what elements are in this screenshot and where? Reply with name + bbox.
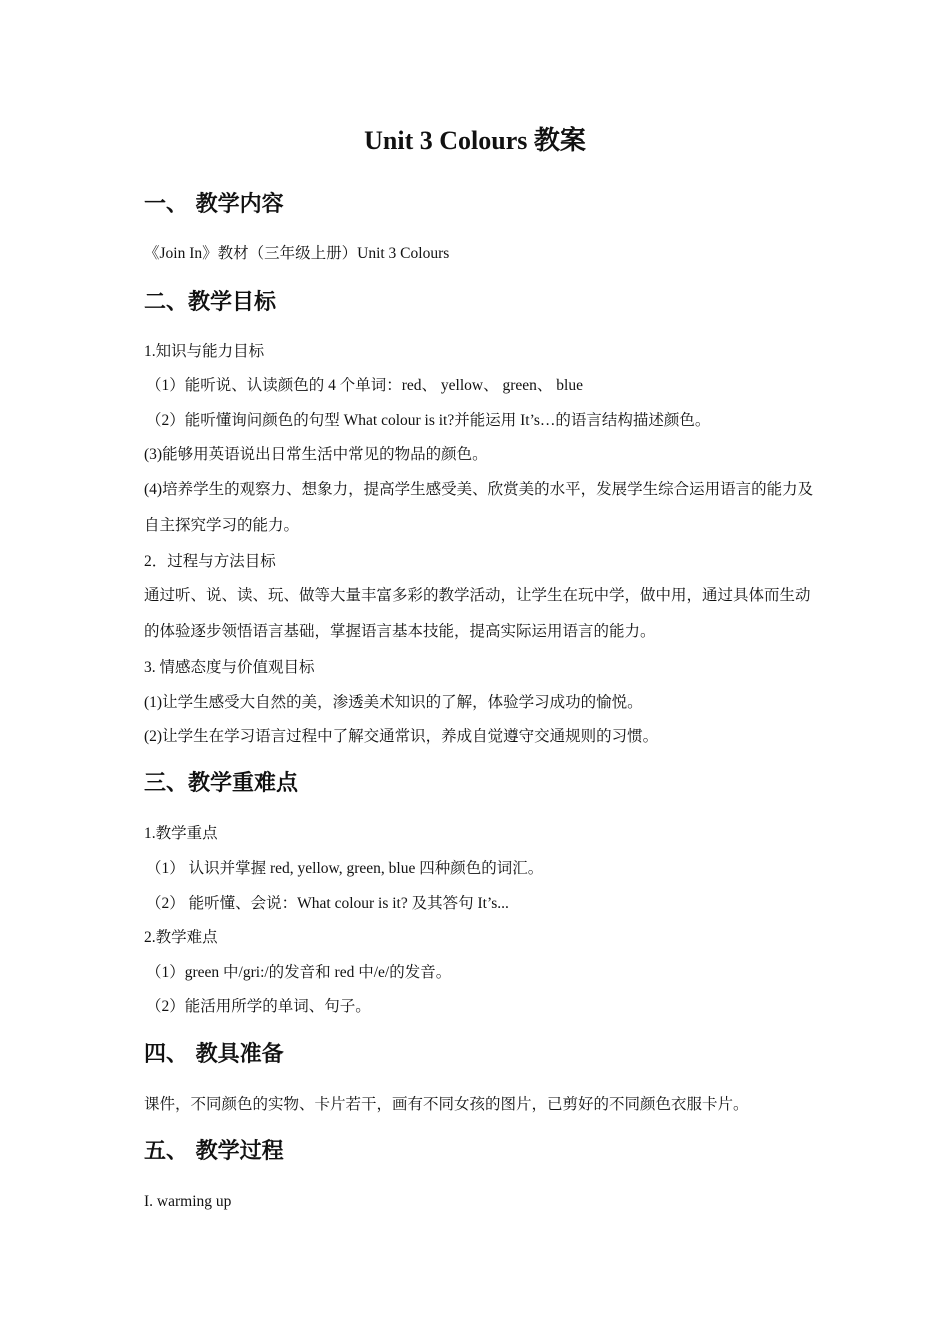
- section-heading-materials: 四、 教具准备: [144, 1042, 284, 1067]
- process-text: I. warming up: [144, 1193, 232, 1210]
- key-point-item-2: （2） 能听懂、会说：What colour is it? 及其答句 It’s...: [146, 895, 509, 912]
- section-heading-process: 五、 教学过程: [144, 1139, 284, 1164]
- goals-sub-knowledge: 1.知识与能力目标: [144, 343, 265, 360]
- goals-attitude-item-1: (1)让学生感受大自然的美，渗透美术知识的了解，体验学习成功的愉悦。: [144, 694, 643, 711]
- goals-sub-process: 2．过程与方法目标: [144, 553, 276, 570]
- key-point-item-1: （1） 认识并掌握 red, yellow, green, blue 四种颜色的词汇。: [146, 860, 544, 877]
- goals-process-paragraph: 通过听、说、读、玩、做等大量丰富多彩的教学活动，让学生在玩中学，做中用，通过具体而生动的体验逐步领悟语言基础，掌握语言基本技能，提高实际运用语言的能力。: [144, 587, 811, 640]
- goals-attitude-item-2: (2)让学生在学习语言过程中了解交通常识，养成自觉遵守交通规则的习惯。: [144, 728, 659, 745]
- materials-text: 课件，不同颜色的实物、卡片若干，画有不同女孩的图片，已剪好的不同颜色衣服卡片。: [144, 1096, 749, 1113]
- goals-sub-attitude: 3. 情感态度与价值观目标: [144, 659, 315, 676]
- key-points-sub: 1.教学重点: [144, 825, 218, 842]
- document-title: Unit 3 Colours 教案: [364, 126, 586, 155]
- section-heading-content: 一、 教学内容: [144, 192, 284, 217]
- difficult-point-item-1: （1）green 中/gri:/的发音和 red 中/e/的发音。: [146, 964, 452, 981]
- difficult-point-item-2: （2）能活用所学的单词、句子。: [146, 998, 371, 1015]
- section-heading-key-points: 三、教学重难点: [144, 771, 299, 796]
- goals-item-2: （2）能听懂询问颜色的句型 What colour is it?并能运用 It’s…的语言结构描述颜色。: [146, 412, 711, 429]
- goals-item-1: （1）能听说、认读颜色的 4 个单词：red、 yellow、 green、 blue: [146, 377, 583, 394]
- goals-item-3: (3)能够用英语说出日常生活中常见的物品的颜色。: [144, 446, 488, 463]
- section-heading-goals: 二、教学目标: [144, 290, 277, 315]
- content-text: 《Join In》教材（三年级上册）Unit 3 Colours: [144, 245, 450, 262]
- goals-item-4: (4)培养学生的观察力、想象力，提高学生感受美、欣赏美的水平，发展学生综合运用语言的能力及自主探究学习的能力。: [144, 481, 814, 534]
- difficult-points-sub: 2.教学难点: [144, 929, 218, 946]
